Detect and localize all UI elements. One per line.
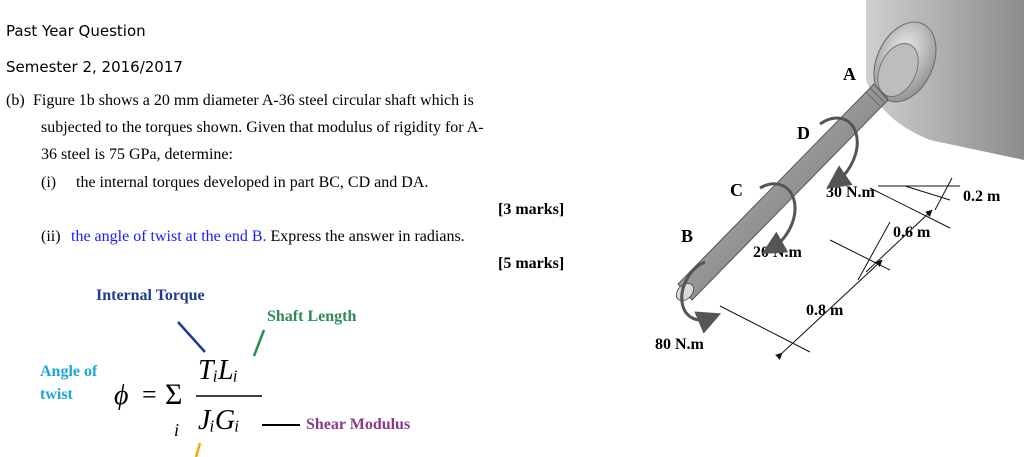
header-line-2: Semester 2, 2016/2017 <box>6 58 183 76</box>
label-d: D <box>797 123 810 143</box>
part-i-number: (i) <box>41 174 57 191</box>
formula-index: i <box>174 420 180 440</box>
torque-30-label: 30 N.m <box>826 184 875 201</box>
question-line-1: Figure 1b shows a 20 mm diameter A-36 steel circular shaft which is <box>33 92 474 109</box>
question-line-2: subjected to the torques shown. Given that modulus of rigidity for A- <box>41 119 484 136</box>
length-08-label: 0.8 m <box>806 302 844 319</box>
formula-denominator: JᵢGᵢ <box>198 405 240 436</box>
part-ii-number: (ii) <box>41 228 61 245</box>
length-06-label: 0.6 m <box>893 224 931 241</box>
formula-equals: = <box>142 380 157 409</box>
label-c: C <box>730 180 743 200</box>
angle-of-twist-label-2: twist <box>40 386 73 403</box>
formula-numerator: TᵢLᵢ <box>198 355 239 386</box>
question-line-3: 36 steel is 75 GPa, determine: <box>41 146 233 163</box>
internal-torque-label: Internal Torque <box>96 287 205 304</box>
torque-80-label: 80 N.m <box>655 336 704 353</box>
shaft <box>673 84 888 304</box>
shaft-length-pointer <box>254 330 264 356</box>
header-line-1: Past Year Question <box>6 22 146 40</box>
part-ii-rest: Express the answer in radians. <box>266 228 465 245</box>
formula-phi: ϕ <box>114 380 129 411</box>
formula-pointer-lines <box>178 322 300 457</box>
wall <box>862 0 1024 160</box>
length-02-label: 0.2 m <box>963 188 1001 205</box>
part-i-marks: [3 marks] <box>498 201 565 218</box>
label-b: B <box>681 226 694 246</box>
part-i-text: the internal torques developed in part BC, CD and DA. <box>76 174 429 191</box>
part-ii-marks: [5 marks] <box>498 255 565 272</box>
question-prefix: (b) <box>6 92 25 109</box>
label-a: A <box>843 64 856 84</box>
formula-sigma: Σ <box>165 378 183 411</box>
internal-torque-pointer <box>178 322 205 352</box>
shaft-length-label: Shaft Length <box>267 308 357 325</box>
torque-20-label: 20 N.m <box>753 244 802 261</box>
angle-of-twist-label-1: Angle of <box>40 363 98 380</box>
part-ii-highlight: the angle of twist at the end B. <box>71 228 267 245</box>
shear-modulus-yellow-tick <box>196 443 200 457</box>
shear-modulus-label: Shear Modulus <box>306 416 411 433</box>
